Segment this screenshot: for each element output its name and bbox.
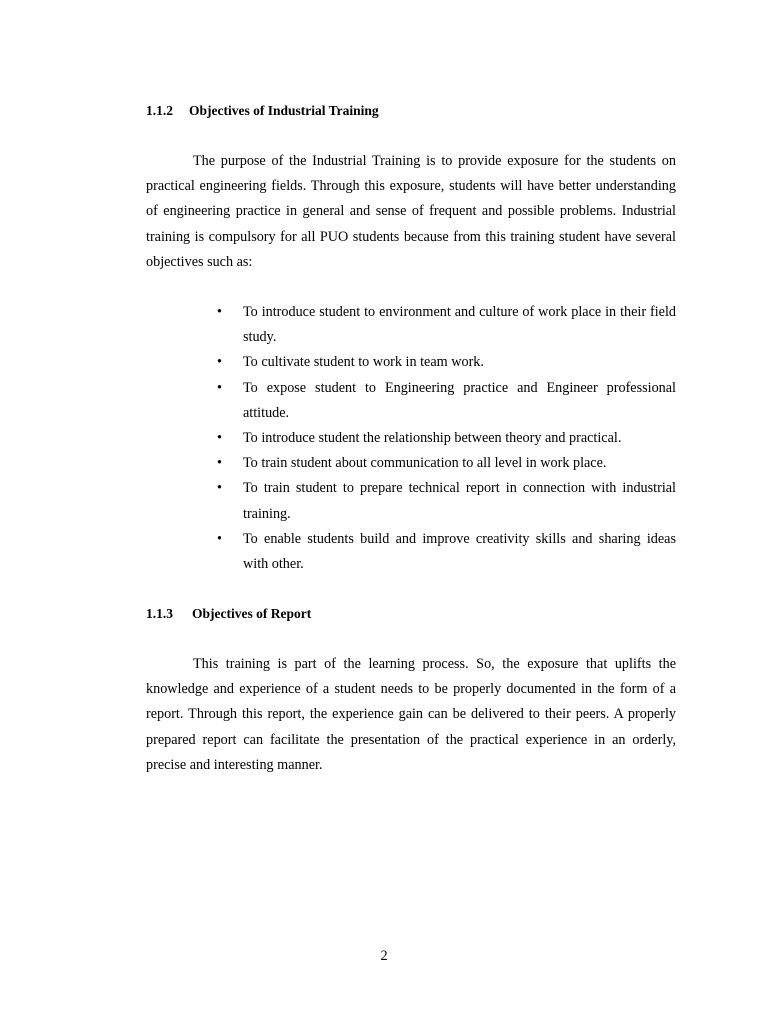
list-item-text: To cultivate student to work in team work.: [243, 354, 484, 371]
list-item-text: To train student about communication to all level in work place.: [243, 455, 607, 472]
list-item-text: To introduce student the relationship between theory and practical.: [243, 430, 622, 447]
list-item: [215, 476, 676, 526]
list-item-text: To introduce student to environment and culture of work place in their field study.: [243, 304, 676, 346]
bullet-icon: •: [217, 430, 222, 447]
intro-paragraph: The purpose of the Industrial Training is to provide exposure for the students on practical engineering fields. Through this exposure, students will have better understanding of engineering practice in general and sense of frequent and possible problems. Industrial training is compulsory for all PUO students because from this training student have several objectives such as:: [146, 153, 676, 270]
section-number: 1.1.2: [146, 103, 173, 118]
bullet-icon: •: [217, 530, 222, 547]
page-number: 2: [380, 948, 388, 964]
list-item: [215, 300, 676, 350]
bullet-icon: •: [217, 304, 222, 320]
objectives-list: [215, 300, 676, 577]
list-item-text: To train student to prepare technical report in connection with industrial training.: [243, 480, 676, 522]
list-item: [215, 376, 676, 426]
list-item: [215, 426, 676, 451]
list-item: [215, 350, 676, 375]
section-heading-objectives-of-industrial-training: [146, 102, 379, 120]
section-number: 1.1.3: [146, 606, 173, 621]
list-item: [215, 527, 676, 577]
section-title: Objectives of Report: [192, 606, 312, 621]
list-item-text: To expose student to Engineering practice and Engineer professional attitude.: [243, 379, 676, 421]
list-item-text: To enable students build and improve creativity skills and sharing ideas with other.: [243, 530, 676, 573]
bullet-icon: •: [217, 354, 222, 371]
bullet-icon: •: [217, 455, 222, 472]
section-heading-objectives-of-report: [146, 605, 311, 623]
section-title: Objectives of Industrial Training: [189, 103, 379, 118]
list-item: [215, 451, 676, 476]
report-objectives-paragraph: This training is part of the learning process. So, the exposure that uplifts the knowledge and experience of a student needs to be properly documented in the form of a report. Through this report, the experience gain can be delivered to their peers. A properly prepared report can facilitate the presentation of the practical experience in an orderly, precise and interesting manner.: [146, 656, 676, 773]
bullet-icon: •: [217, 379, 222, 396]
bullet-icon: •: [217, 480, 222, 497]
